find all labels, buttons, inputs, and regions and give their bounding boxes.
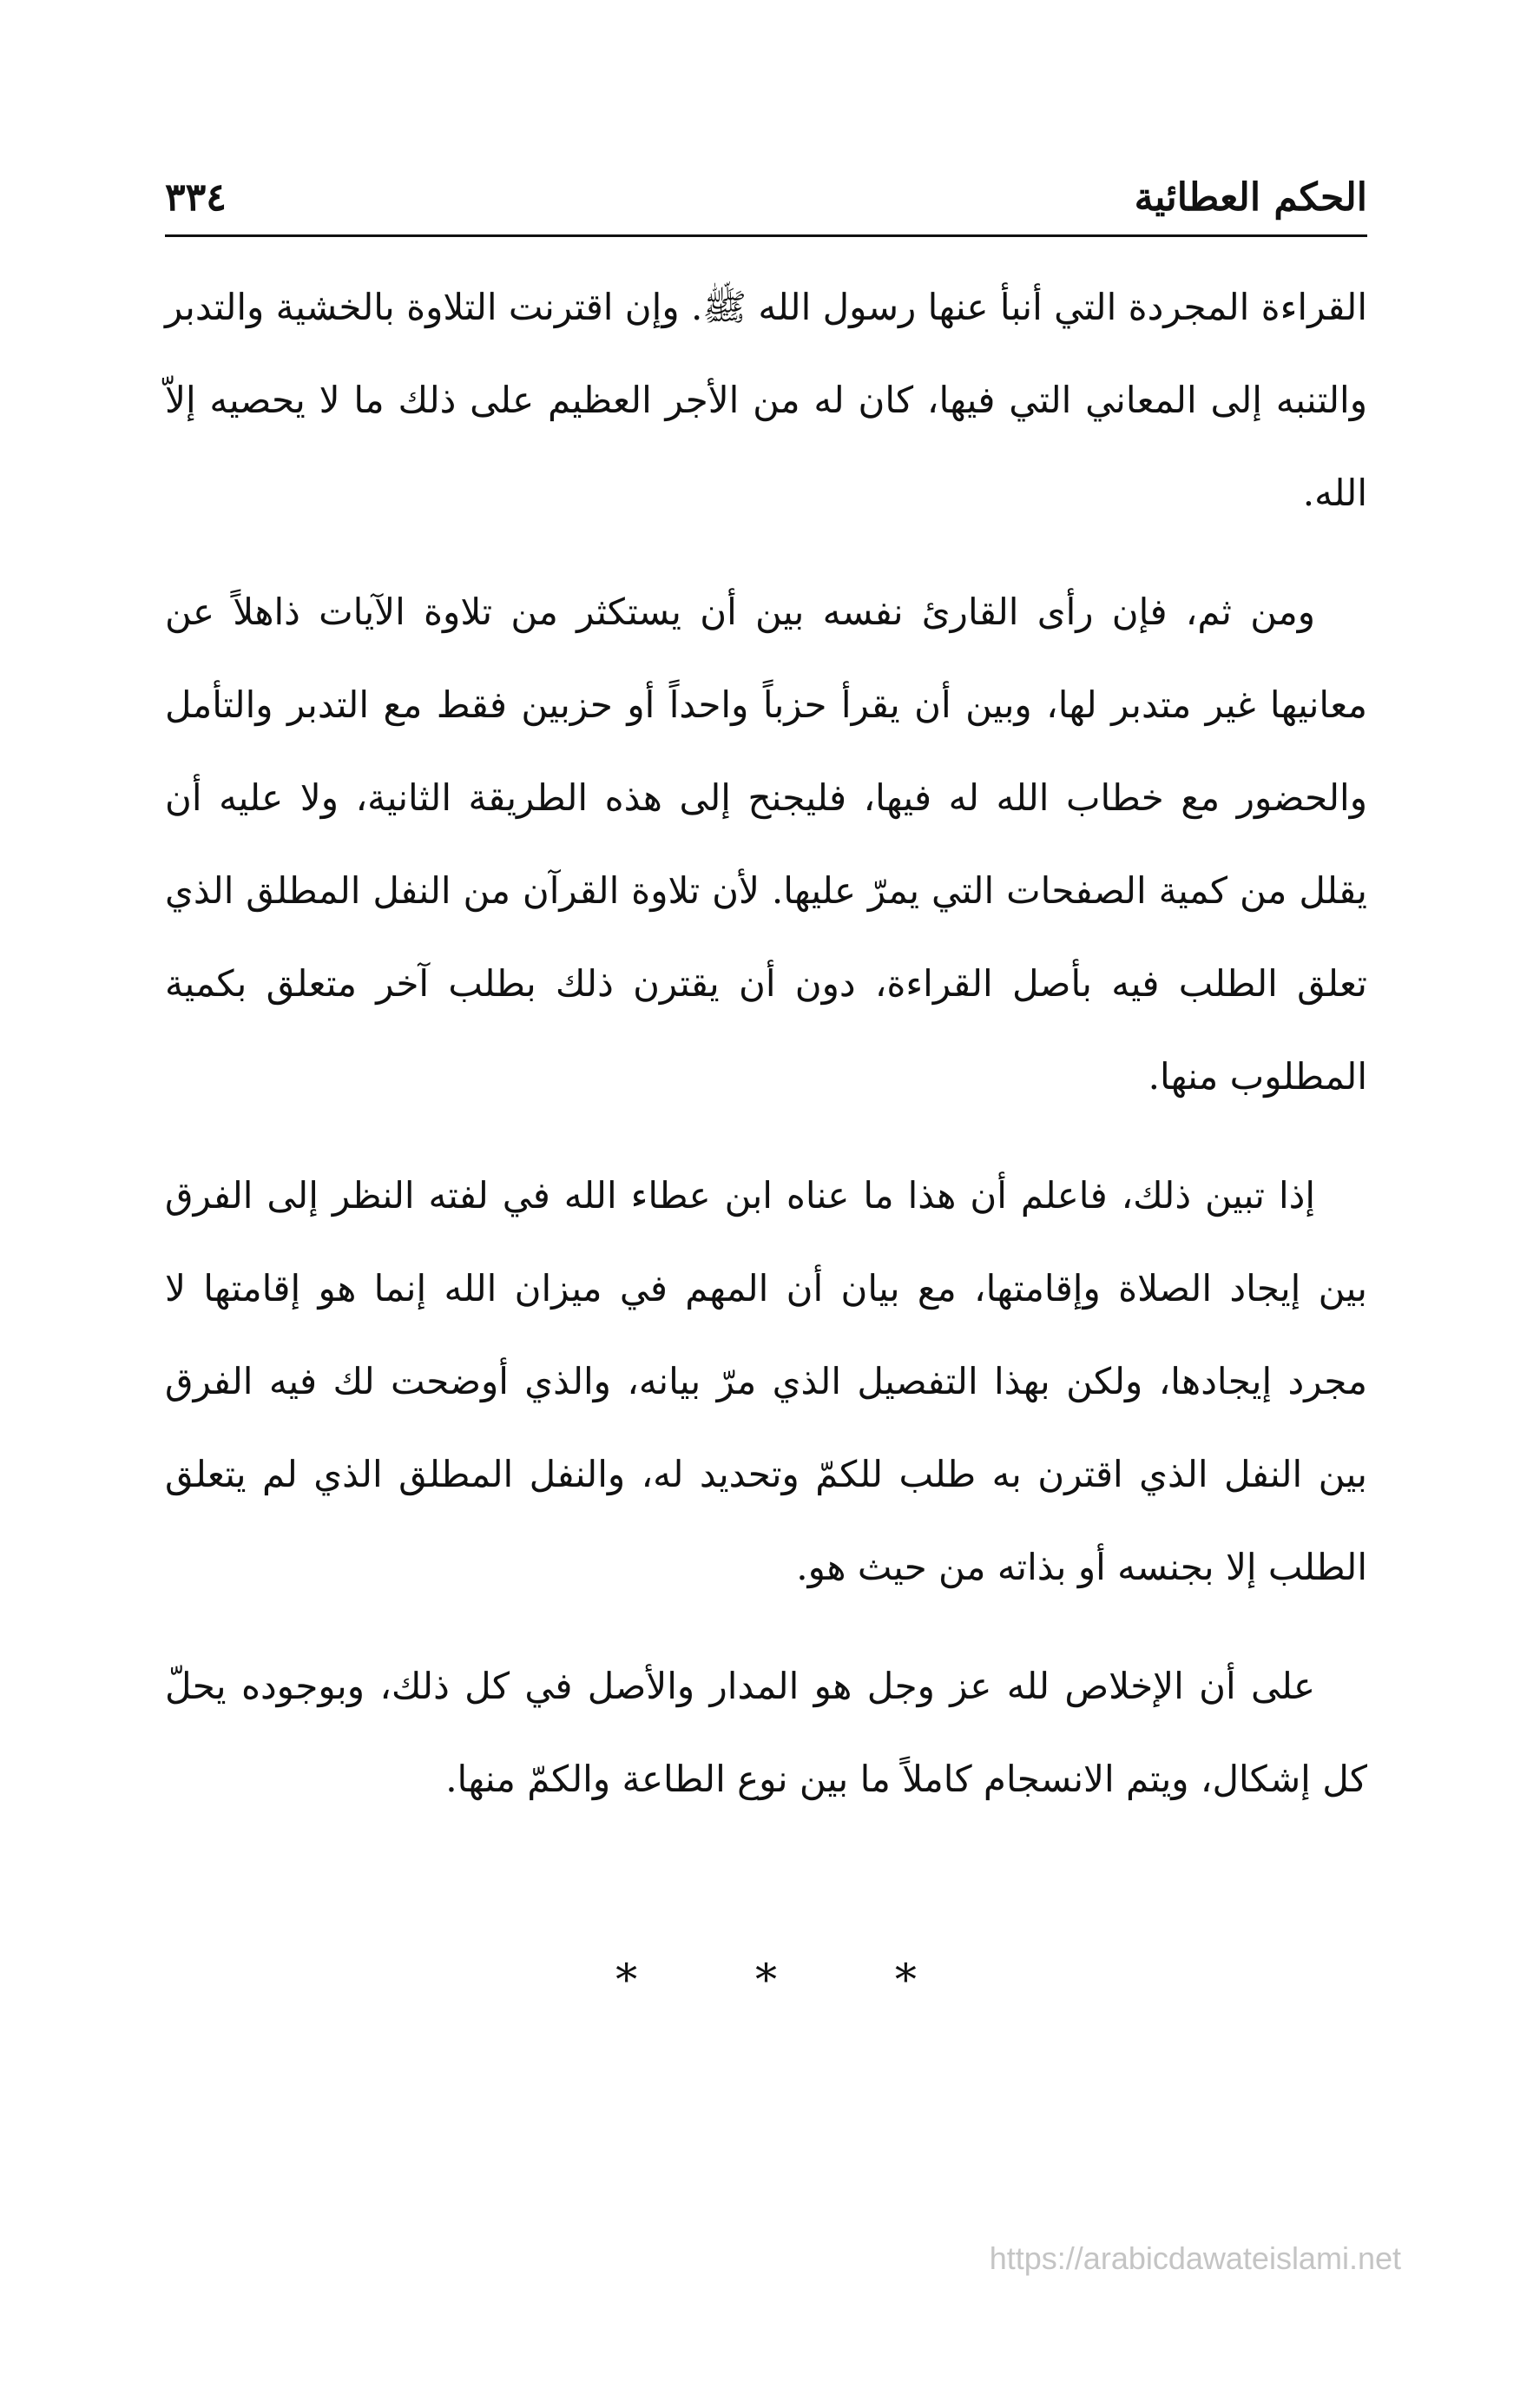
- paragraph-3: إذا تبين ذلك، فاعلم أن هذا ما عناه ابن عطاء الله في لفته النظر إلى الفرق بين إيجاد الصلاة وإقامتها، مع بيان أن المهم في ميزان الله إنما هو إقامتها لا مجرد إيجادها، ولكن بهذا التفصيل الذي مرّ بيانه، والذي أوضحت لك فيه الفرق بين النفل الذي اقترن به طلب للكمّ وتحديد له، والنفل المطلق الذي لم يتعلق الطلب إلا بجنسه أو بذاته من حيث هو.: [165, 1174, 1368, 1588]
- paragraph-2: ومن ثم، فإن رأى القارئ نفسه بين أن يستكثر من تلاوة الآيات ذاهلاً عن معانيها غير متدبر لها، وبين أن يقرأ حزباً واحداً أو حزبين فقط مع التدبر والتأمل والحضور مع خطاب الله له فيها، فليجنح إلى هذه الطريقة الثانية، ولا عليه أن يقلل من كمية الصفحات التي يمرّ عليها. لأن تلاوة القرآن من النفل المطلق الذي تعلق الطلب فيه بأصل القراءة، دون أن يقترن ذلك بطلب آخر متعلق بكمية المطلوب منها.: [165, 590, 1367, 1098]
- paragraph-1: القراءة المجردة التي أنبأ عنها رسول الله ﷺ. وإن اقترنت التلاوة بالخشية والتدبر والتنبه إلى المعاني التي فيها، كان له من الأجر العظيم على ذلك ما لا يحصيه إلاّ الله.: [165, 286, 1368, 514]
- section-break: [165, 1945, 1367, 2015]
- header-divider: [165, 234, 1367, 237]
- asterisk-ornament: *: [615, 1955, 638, 2005]
- body-text: [165, 261, 1367, 1825]
- running-header: [165, 165, 1367, 234]
- paragraph-4: على أن الإخلاص لله عز وجل هو المدار والأصل في كل ذلك، وبوجوده يحلّ كل إشكال، ويتم الانسجام كاملاً ما بين نوع الطاعة والكمّ منها.: [165, 1665, 1367, 1800]
- asterisk-ornament: *: [755, 1955, 777, 2005]
- running-header-title: الحكم العطائية: [1134, 175, 1367, 220]
- watermark-url: https://arabicdawateislami.net: [989, 2240, 1401, 2276]
- page-number: ٣٣٤: [165, 175, 227, 220]
- asterisk-ornament: *: [894, 1955, 917, 2005]
